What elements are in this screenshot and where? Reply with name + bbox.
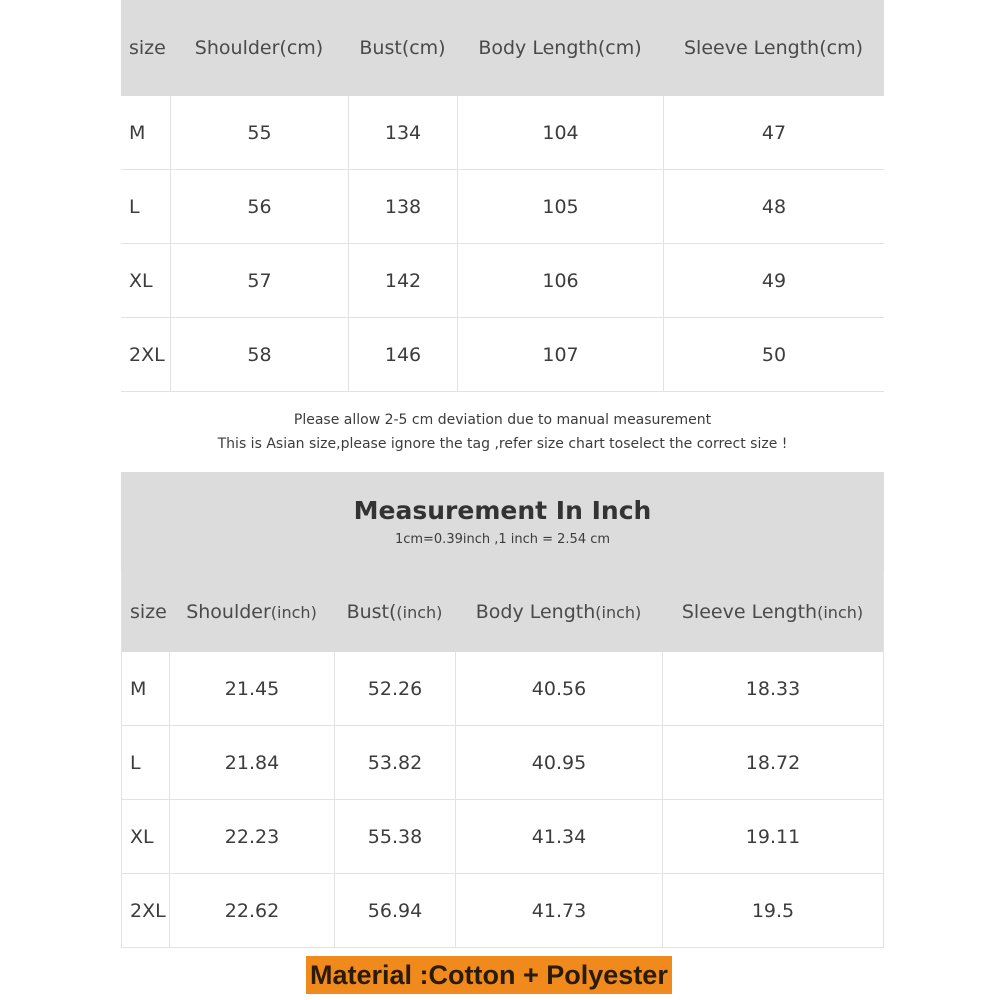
shoulder-cell: 21.45 xyxy=(169,652,334,725)
bust-cell: 55.38 xyxy=(334,800,455,873)
table-row xyxy=(122,726,883,800)
header-body-length xyxy=(455,572,662,652)
header-size: size xyxy=(129,37,166,59)
bust-cell: 142 xyxy=(348,244,457,317)
header-size: size xyxy=(130,601,167,623)
shoulder-cell: 57 xyxy=(170,244,348,317)
header-shoulder xyxy=(169,572,334,652)
sleeve-length-cell: 18.72 xyxy=(662,726,883,799)
table-row xyxy=(122,652,883,726)
sleeve-length-cell: 47 xyxy=(663,96,884,169)
shoulder-cell: 21.84 xyxy=(169,726,334,799)
shoulder-cell: 58 xyxy=(170,318,348,391)
header-body-length: Body Length(cm) xyxy=(478,37,642,59)
size-cell: M xyxy=(129,121,146,144)
table-row xyxy=(121,244,884,318)
body-length-cell: 107 xyxy=(457,318,663,391)
header-shoulder-label: Shoulder xyxy=(186,601,271,623)
size-cell: L xyxy=(129,195,140,218)
bust-cell: 52.26 xyxy=(334,652,455,725)
body-length-cell: 40.95 xyxy=(455,726,662,799)
inch-size-table xyxy=(121,572,884,948)
size-cell: XL xyxy=(129,269,153,292)
body-length-cell: 105 xyxy=(457,170,663,243)
inch-conversion-note: 1cm=0.39inch ,1 inch = 2.54 cm xyxy=(394,532,611,547)
bust-cell: 146 xyxy=(348,318,457,391)
sleeve-length-cell: 50 xyxy=(663,318,884,391)
table-row xyxy=(121,96,884,170)
header-body-length-label: Body Length xyxy=(475,601,596,623)
size-chart xyxy=(121,0,884,948)
header-bust-label: Bust( xyxy=(346,601,397,623)
shoulder-cell: 22.23 xyxy=(169,800,334,873)
body-length-cell: 40.56 xyxy=(455,652,662,725)
header-shoulder-unit: (inch) xyxy=(270,602,317,622)
sleeve-length-cell: 48 xyxy=(663,170,884,243)
bust-cell: 138 xyxy=(348,170,457,243)
header-sleeve-length xyxy=(662,572,883,652)
header-shoulder: Shoulder(cm) xyxy=(194,37,324,59)
note-asian-size: This is Asian size,please ignore the tag ,refer size chart toselect the correct size ! xyxy=(217,436,788,452)
sleeve-length-cell: 19.11 xyxy=(662,800,883,873)
sleeve-length-cell: 49 xyxy=(663,244,884,317)
size-cell: 2XL xyxy=(129,343,165,366)
bust-cell: 53.82 xyxy=(334,726,455,799)
header-sleeve-length-label: Sleeve Length xyxy=(681,601,818,623)
sleeve-length-cell: 18.33 xyxy=(662,652,883,725)
material-label: Material :Cotton + Polyester xyxy=(306,956,672,994)
measurement-note xyxy=(121,392,884,472)
inch-section-title: Measurement In Inch xyxy=(353,496,652,525)
shoulder-cell: 22.62 xyxy=(169,874,334,947)
sleeve-length-cell: 19.5 xyxy=(662,874,883,947)
bust-cell: 56.94 xyxy=(334,874,455,947)
header-sleeve-length-unit: (inch) xyxy=(817,602,864,622)
header-bust-unit: (inch) xyxy=(396,602,443,622)
size-cell: XL xyxy=(130,825,154,848)
table-row xyxy=(122,800,883,874)
body-length-cell: 106 xyxy=(457,244,663,317)
body-length-cell: 104 xyxy=(457,96,663,169)
table-row xyxy=(122,874,883,948)
cm-size-table xyxy=(121,0,884,392)
shoulder-cell: 55 xyxy=(170,96,348,169)
shoulder-cell: 56 xyxy=(170,170,348,243)
cm-table-header xyxy=(121,0,884,96)
header-body-length-unit: (inch) xyxy=(595,602,642,622)
note-deviation: Please allow 2-5 cm deviation due to manual measurement xyxy=(293,412,712,428)
header-bust xyxy=(334,572,455,652)
inch-table-header xyxy=(122,572,883,652)
header-sleeve-length: Sleeve Length(cm) xyxy=(683,37,863,59)
size-cell: 2XL xyxy=(130,899,166,922)
header-bust: Bust(cm) xyxy=(359,37,446,59)
body-length-cell: 41.34 xyxy=(455,800,662,873)
size-cell: L xyxy=(130,751,141,774)
table-row xyxy=(121,318,884,392)
body-length-cell: 41.73 xyxy=(455,874,662,947)
size-cell: M xyxy=(130,677,147,700)
table-row xyxy=(121,170,884,244)
inch-section-heading xyxy=(121,472,884,572)
bust-cell: 134 xyxy=(348,96,457,169)
